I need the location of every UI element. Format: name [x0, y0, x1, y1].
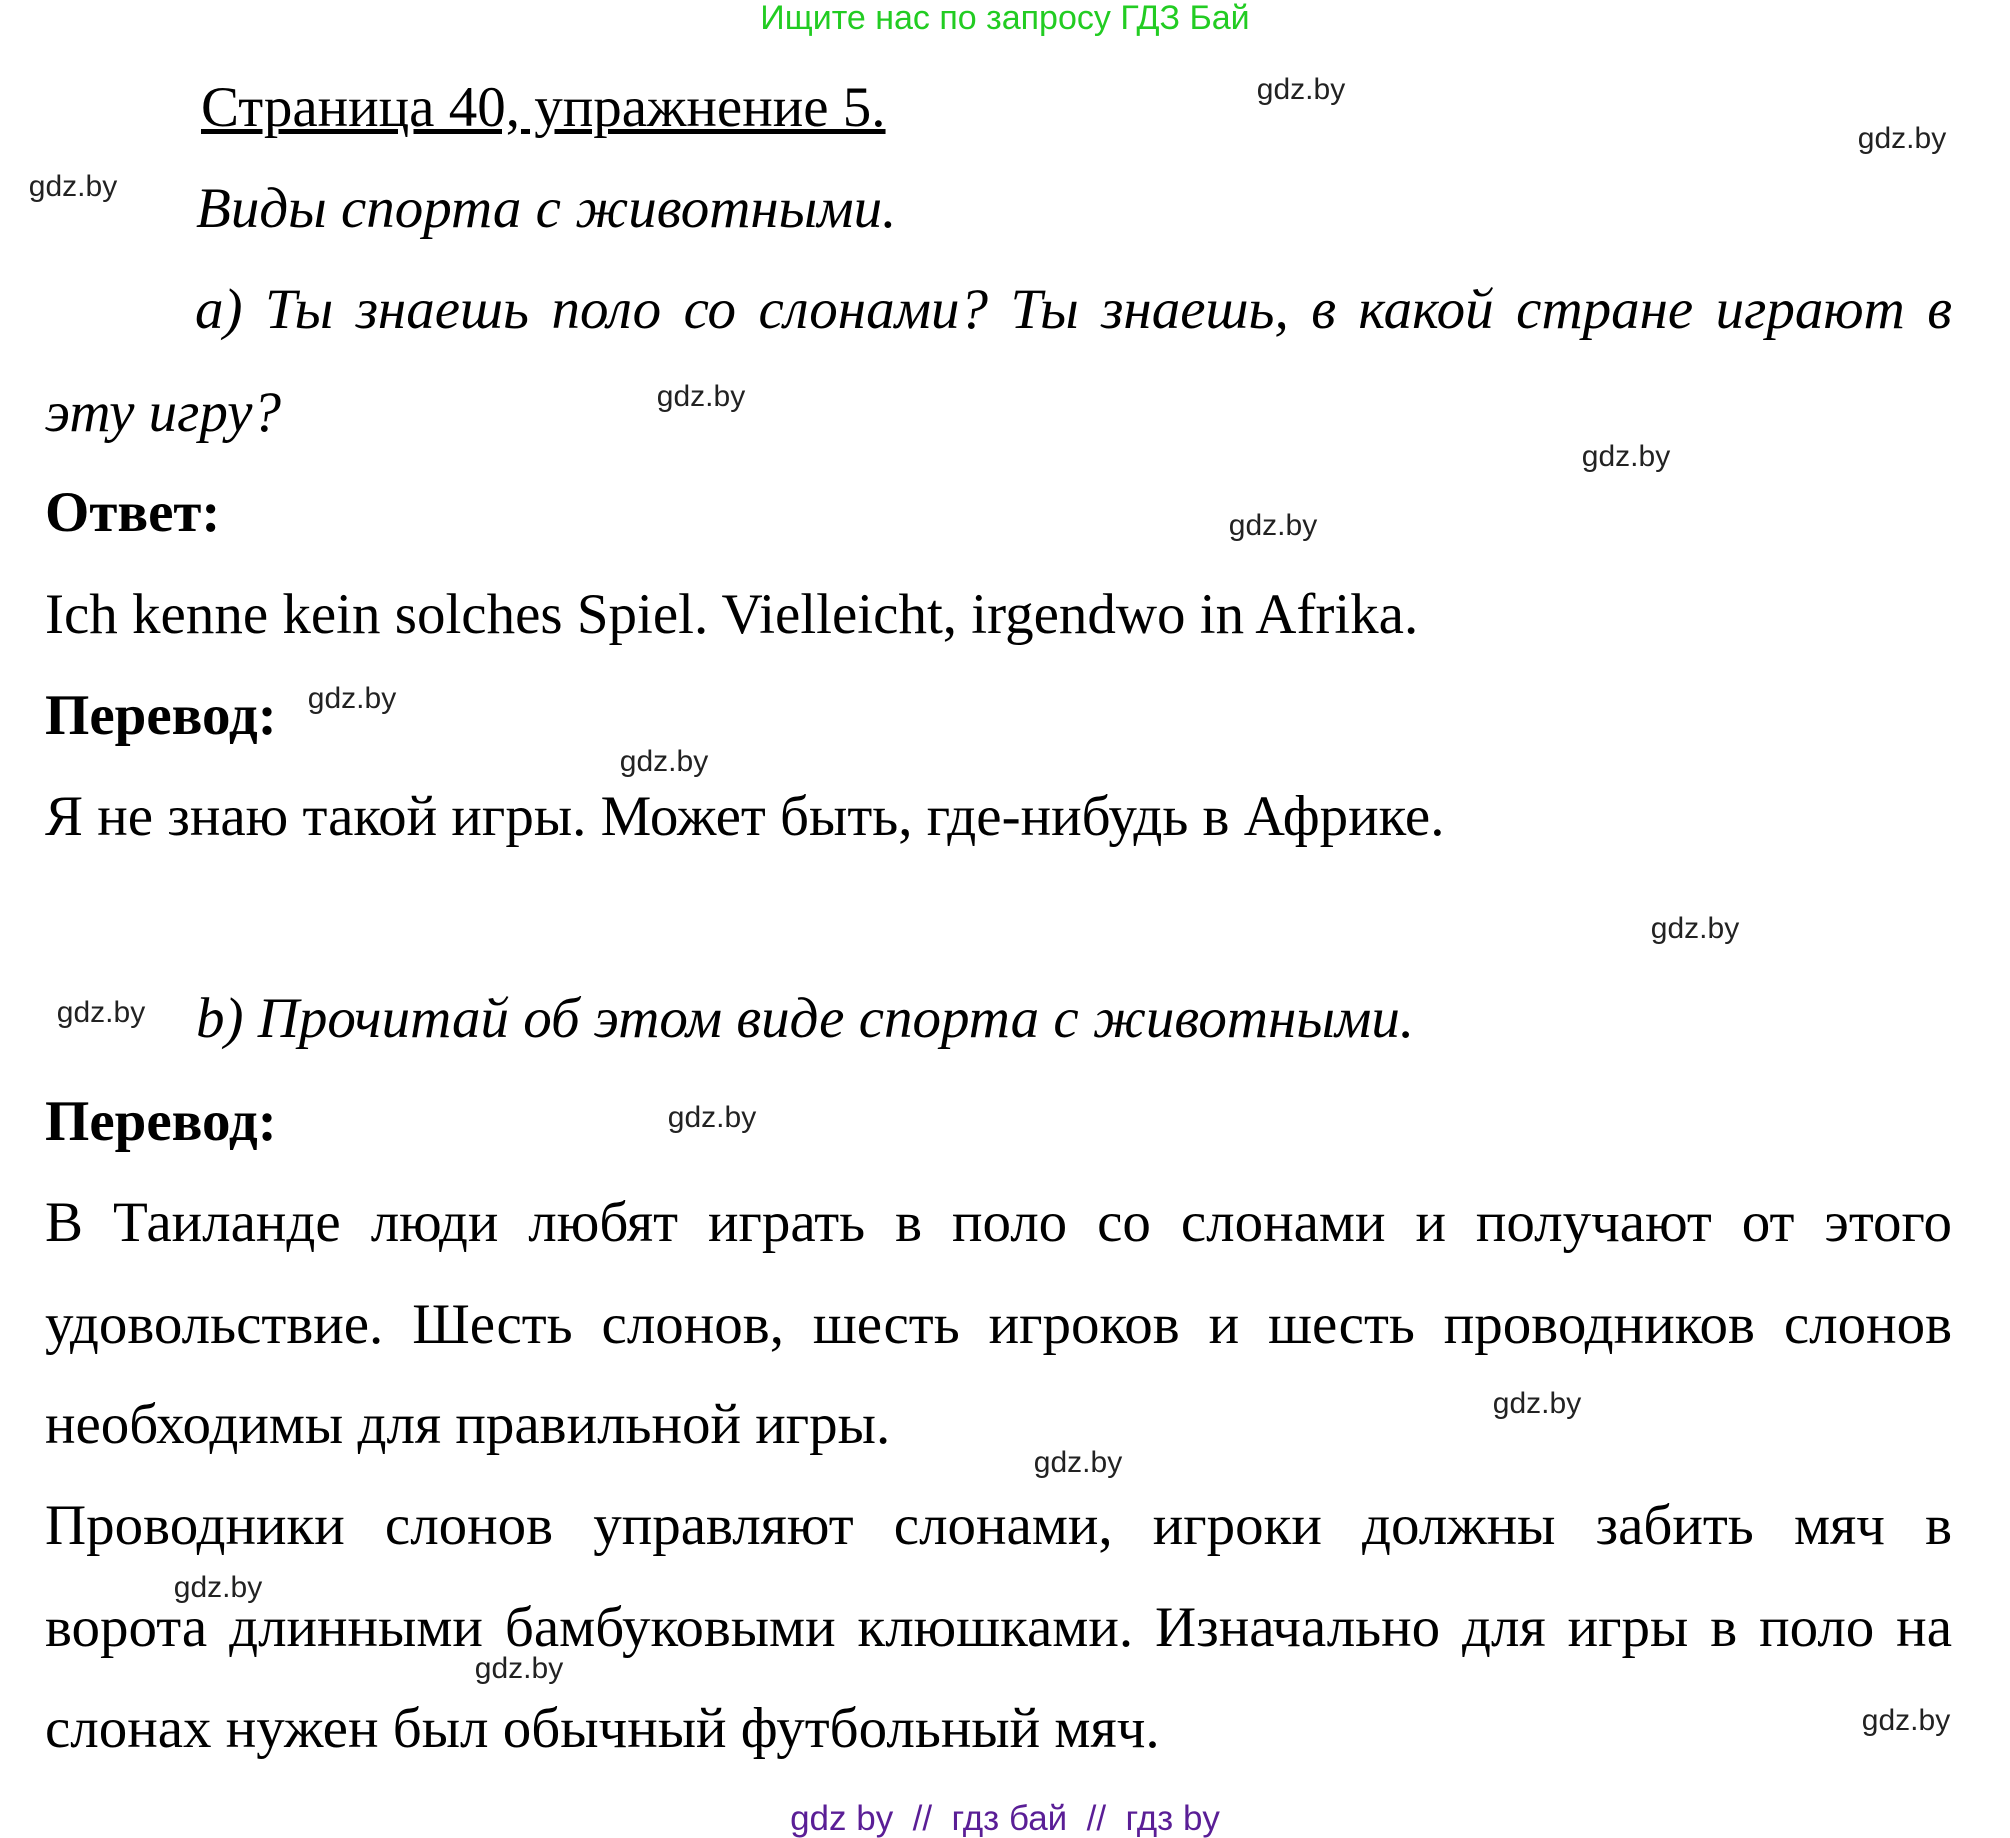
watermark: gdz.by [1861, 1704, 1951, 1737]
paragraph2-line: ворота длинными бамбуковыми клюшками. Изначально для игры в поло на [45, 1596, 1952, 1659]
paragraph2-line: слонах нужен был обычный футбольный мяч. [45, 1697, 1160, 1760]
watermark: gdz.by [1650, 912, 1740, 945]
watermark: gdz.by [1492, 1387, 1582, 1420]
answer-text: Ich kenne kein solches Spiel. Vielleicht, irgendwo in Afrika. [45, 583, 1419, 646]
translation-label-1: Перевод: [45, 684, 277, 747]
search-banner: Ищите нас по запросу ГДЗ Бай [760, 0, 1250, 37]
watermark: gdz.by [1033, 1446, 1123, 1479]
paragraph1-line: В Таиланде люди любят играть в поло со слонами и получают от этого [45, 1191, 1952, 1254]
watermark: gdz.by [307, 682, 397, 715]
watermark: gdz.by [656, 380, 746, 413]
answer-label: Ответ: [45, 481, 221, 544]
translation-label-2: Перевод: [45, 1090, 277, 1153]
watermark: gdz.by [173, 1571, 263, 1604]
paragraph2-line: Проводники слонов управляют слонами, игроки должны забить мяч в [45, 1494, 1952, 1557]
task-a-line2: эту игру? [45, 381, 281, 444]
paragraph1-line: необходимы для правильной игры. [45, 1393, 891, 1456]
watermark: gdz.by [1228, 509, 1318, 542]
watermark: gdz.by [56, 996, 146, 1029]
task-a-line1: а) Ты знаешь поло со слонами? Ты знаешь, в какой стране играют в [195, 278, 1952, 341]
watermark: gdz.by [28, 170, 118, 203]
page-title: Страница 40, упражнение 5. [201, 76, 886, 139]
watermark: gdz.by [1256, 73, 1346, 106]
footer-links: gdz by // гдз бай // гдз by [790, 1799, 1220, 1838]
task-b: b) Прочитай об этом виде спорта с животными. [196, 987, 1415, 1050]
watermark: gdz.by [1581, 440, 1671, 473]
watermark: gdz.by [619, 745, 709, 778]
watermark: gdz.by [667, 1101, 757, 1134]
watermark: gdz.by [474, 1652, 564, 1685]
translation-text-1: Я не знаю такой игры. Может быть, где-нибудь в Африке. [45, 785, 1445, 848]
watermark: gdz.by [1857, 122, 1947, 155]
paragraph1-line: удовольствие. Шесть слонов, шесть игроков и шесть проводников слонов [45, 1293, 1952, 1356]
subtitle: Виды спорта с животными. [196, 177, 897, 240]
